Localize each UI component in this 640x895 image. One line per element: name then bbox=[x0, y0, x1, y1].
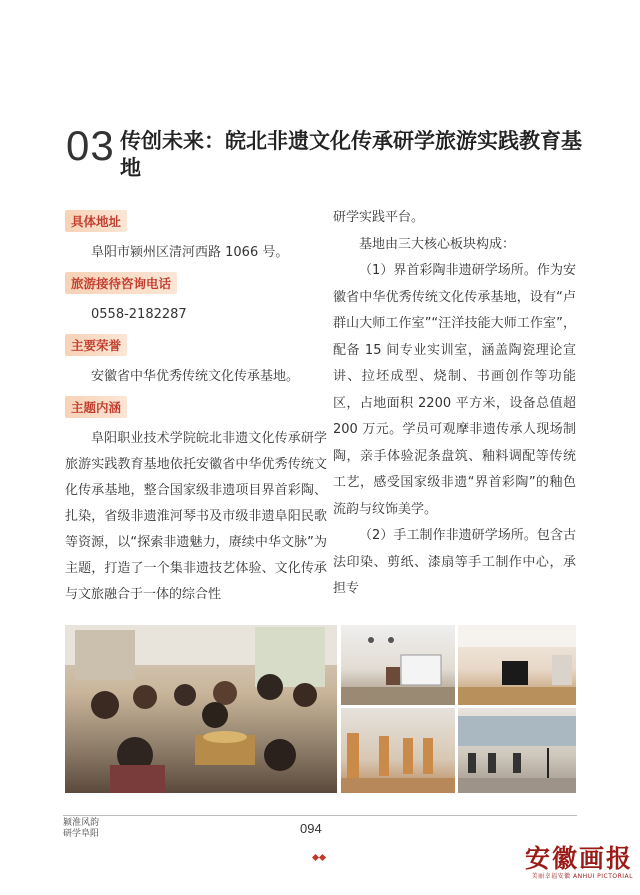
honor-tag: 主要荣誉 bbox=[65, 334, 127, 356]
page-number: 094 bbox=[300, 821, 322, 836]
photo-piano-room bbox=[458, 625, 576, 705]
diamond-ornament-icon bbox=[312, 845, 326, 864]
right-paragraph-3: （2）手工制作非遗研学场所。包含古法印染、剪纸、漆扇等手工制作中心，承担专 bbox=[333, 528, 576, 596]
honor-text: 安徽省中华优秀传统文化传承基地。 bbox=[91, 369, 300, 384]
right-paragraph-2: （1）界首彩陶非遗研学场所。作为安徽省中华优秀传统文化传承基地，设有“卢群山大师工作室”“汪洋技能大师工作室”，配备 15 间专业实训室，涵盖陶瓷理论宣讲、拉坯成型、烧制、书画创作等功能区，占地面积 2200 平方米，设备总值超 200 万元。学员可观摩非遗传承人现场制陶，亲手体验泥条盘筑、釉料调配等传统工艺，感受国家级非遗“界首彩陶”的釉色流韵与纹饰美学。 bbox=[333, 263, 576, 517]
phone-tag: 旅游接待咨询电话 bbox=[65, 272, 177, 294]
address-text: 阜阳市颍州区清河西路 1066 号。 bbox=[91, 245, 289, 260]
left-column bbox=[65, 210, 327, 608]
photo-exhibition-room bbox=[341, 625, 455, 705]
anhui-pictorial-logo bbox=[508, 845, 633, 881]
footer-rule bbox=[63, 815, 577, 816]
right-paragraph-0: 研学实践平台。 bbox=[333, 210, 425, 225]
phone-text: 0558-2182287 bbox=[91, 307, 187, 322]
content-tag: 主题内涵 bbox=[65, 396, 127, 418]
right-column bbox=[333, 205, 576, 603]
photo-corridor bbox=[341, 708, 455, 793]
section-title: 传创未来：皖北非遗文化传承研学旅游实践教育基地 bbox=[120, 129, 582, 180]
logo-subtext: 美丽幸福安徽 ANHUI PICTORIAL bbox=[531, 873, 633, 880]
address-tag: 具体地址 bbox=[65, 210, 127, 232]
footer-column-tag: 颍淮风韵 研学阜阳 bbox=[63, 818, 100, 839]
right-paragraph-1: 基地由三大核心板块构成： bbox=[359, 236, 516, 252]
section-number: 03 bbox=[66, 122, 115, 169]
logo-text: 安徽画报 bbox=[524, 844, 633, 873]
photo-pottery-workshop bbox=[65, 625, 337, 793]
photo-music-room bbox=[458, 708, 576, 793]
content-paragraph: 阜阳职业技术学院皖北非遗文化传承研学旅游实践教育基地依托安徽省中华优秀传统文化传承基地，整合国家级非遗项目界首彩陶、扎染，省级非遗淮河琴书及市级非遗阜阳民歌等资源，以“探索非遗魅力，赓续中华文脉”为主题，打造了一个集非遗技艺体验、文化传承与文旅融合于一体的综合性 bbox=[65, 431, 327, 602]
